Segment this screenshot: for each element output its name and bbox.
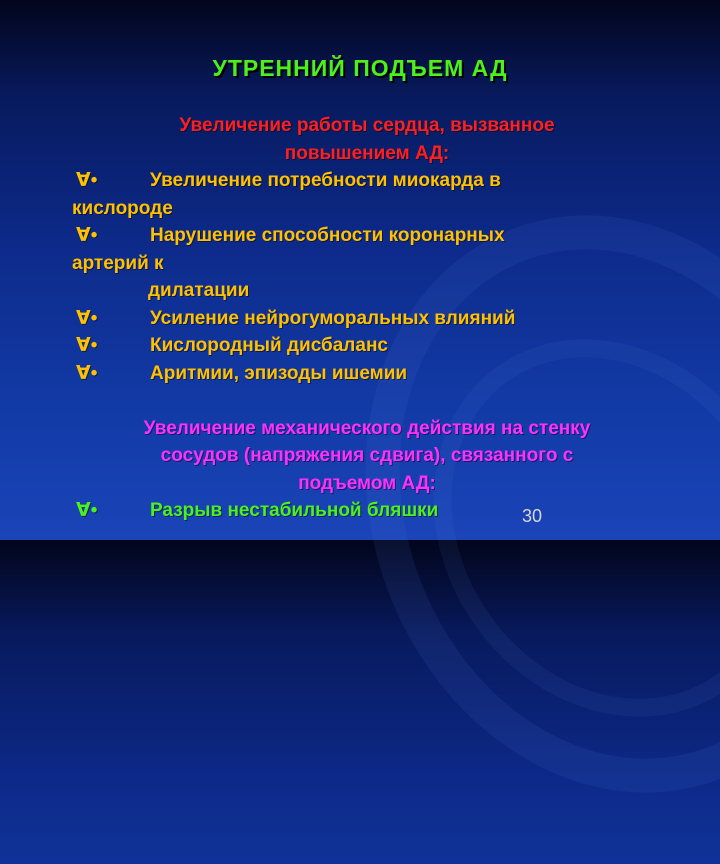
bullet-icon: ∀• <box>76 500 98 521</box>
section2-heading-line1: Увеличение механического действия на стенку <box>143 417 591 439</box>
list-item <box>72 222 662 250</box>
slide-title: УТРЕННИЙ ПОДЪЕМ АД <box>212 55 508 81</box>
slide-content <box>72 112 662 525</box>
list-item-text: Кислородный дисбаланс <box>150 335 388 356</box>
section1-heading-line1: Увеличение работы сердца, вызванное <box>179 115 555 136</box>
list-item <box>72 497 662 525</box>
list-item-text: Аритмии, эпизоды ишемии <box>150 362 408 384</box>
page-number: 30 <box>522 506 543 526</box>
list-item-text: Усиление нейрогуморальных влияний <box>150 307 516 329</box>
bullet-icon: ∀• <box>76 307 98 329</box>
section-spacer <box>72 387 662 415</box>
section2-heading-line2: сосудов (напряжения сдвига), связанного с <box>160 445 574 466</box>
list-item-text: Нарушение способности коронарных <box>150 225 505 246</box>
bullet-icon: ∀• <box>76 170 98 191</box>
bullet-icon: ∀• <box>76 335 98 356</box>
bullet-icon: ∀• <box>76 225 98 246</box>
section2-heading-line3: подъемом АД: <box>298 472 436 494</box>
list-item-continuation: дилатации <box>148 280 250 301</box>
bullet-icon: ∀• <box>76 362 98 384</box>
list-item <box>72 305 662 333</box>
list-item-text: Увеличение потребности миокарда в <box>150 170 501 191</box>
list-item <box>72 332 662 360</box>
section1-heading-line2: повышением АД: <box>284 142 450 164</box>
list-item <box>72 167 662 195</box>
list-item-continuation: артерий к <box>72 252 164 274</box>
list-item <box>72 360 662 388</box>
list-item-continuation: кислороде <box>72 197 173 219</box>
list-item-text: Разрыв нестабильной бляшки <box>150 500 439 521</box>
